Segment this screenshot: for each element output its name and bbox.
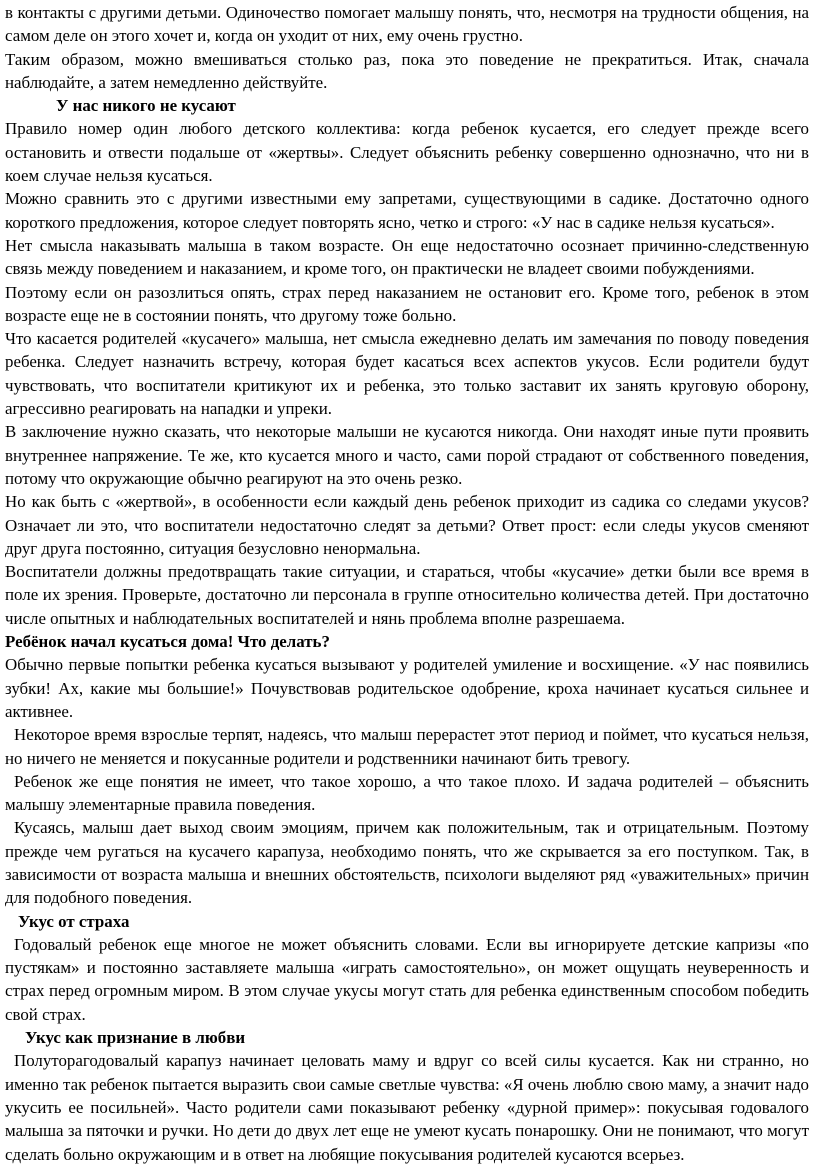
paragraph-compare-prohibitions: Можно сравнить это с другими известными ему запретами, существующими в садике. Достаточно одного короткого предложения, которое следует повторять ясно, четко и строго: «У нас в садике нельзя кусаться». <box>5 189 809 232</box>
paragraph-caregivers: Воспитатели должны предотвращать такие ситуации, и стараться, чтобы «кусачие» детки были все время в поле их зрения. Проверьте, достаточно ли персонала в группе относительно количества детей. При достаточно числе опытных и наблюдательных воспитателей и нянь проблема вполне разрешаема. <box>5 562 809 628</box>
paragraph-good-and-bad: Ребенок же еще понятия не имеет, что такое хорошо, а что такое плохо. И задача родителей – объяснить малышу элементарные правила поведения. <box>5 771 809 815</box>
heading-biting-at-home: Ребёнок начал кусаться дома! Что делать? <box>5 632 330 652</box>
paragraph-conclusion: В заключение нужно сказать, что некоторые малыши не кусаются никогда. Они находят иные пути проявить внутреннее напряжение. Те же, кто кусается много и часто, сами порой страдают от собственного поведения, потому что окружающие обычно реагируют на это очень резко. <box>5 422 809 488</box>
heading-bite-as-love: Укус как признание в любви <box>25 1028 246 1048</box>
paragraph-rule-one: Правило номер один любого детского коллектива: когда ребенок кусается, его следует прежде всего остановить и отвести подальше от «жертвы». Следует объяснить ребенку совершенно однозначно, что ни в коем случае нельзя кусаться. <box>5 119 809 186</box>
paragraph-toddler-kisses: Полуторагодовалый карапуз начинает целовать маму и вдруг со всей силы кусается. Как ни странно, но именно так ребенок пытается выразить свои самые светлые чувства: «Я очень люблю свою маму, а значит надо укусить ее посильней». Часто родители сами показывают ребенку «дурной пример»: покусывая годовалого малыша за пяточки и ручки. Но дети до двух лет еще не умеют кусать понарошку. Они не понимают, что могут сделать больно окружающим и в ответ на любящие покусывания родителей кусаются всерьез. <box>5 1051 809 1164</box>
paragraph-fear-of-punishment: Поэтому если он разозлиться опять, страх перед наказанием не остановит его. Кроме того, ребенок в этом возрасте еще не в состоянии понять, что другому тоже больно. <box>5 282 809 325</box>
heading-no-biting: У нас никого не кусают <box>56 96 236 116</box>
paragraph-no-punishment: Нет смысла наказывать малыша в таком возрасте. Он еще недостаточно осознает причинно-следственную связь между поведением и наказанием, и кроме того, он практически не владеет своими побуждениями. <box>5 235 809 279</box>
paragraph-parents-meeting: Что касается родителей «кусачего» малыша, нет смысла ежедневно делать им замечания по поводу поведения ребенка. Следует назначить встречу, которая будет касаться всех аспектов укусов. Если родители будут чувствовать, что воспитатели критикуют их и ребенка, это только заставит их занять круговую оборону, агрессивно реагировать на нападки и упреки. <box>5 329 809 419</box>
paragraph-intervene: Таким образом, можно вмешиваться столько раз, пока это поведение не прекратиться. Итак, сначала наблюдайте, а затем немедленно действуйте. <box>5 49 809 92</box>
paragraph-victim: Но как быть с «жертвой», в особенности если каждый день ребенок приходит из садика со следами укусов? Означает ли это, что воспитатели недостаточно следят за детьми? Ответ прост: если следы укусов сменяют друг друга постоянно, ситуация безусловно ненормальна. <box>5 492 809 558</box>
paragraph-one-year-old: Годовалый ребенок еще многое не может объяснить словами. Если вы игнорируете детские капризы «по пустякам» и постоянно заставляете малыша «играть самостоятельно», он может ощущать неуверенность и страх перед огромным миром. В этом случае укусы могут стать для ребенка единственным способом победить свой страх. <box>5 934 809 1024</box>
paragraph-loneliness: в контакты с другими детьми. Одиночество помогает малышу понять, что, несмотря на трудности общения, на самом деле он этого хочет и, когда он уходит от них, ему очень грустно. <box>5 3 809 46</box>
paragraph-adults-tolerate: Некоторое время взрослые терпят, надеясь, что малыш перерастет этот период и поймет, что кусаться нельзя, но ничего не меняется и покусанные родители и родственники начинают бить тревогу. <box>5 725 809 768</box>
paragraph-first-attempts: Обычно первые попытки ребенка кусаться вызывают у родителей умиление и восхищение. «У нас появились зубки! Ах, какие мы большие!» Почувствовав родительское одобрение, кроха начинает кусаться сильнее и активнее. <box>5 655 809 721</box>
paragraph-emotions: Кусаясь, малыш дает выход своим эмоциям, причем как положительным, так и отрицательным. Поэтому прежде чем ругаться на кусачего карапуза, необходимо понять, что же скрывается за его поступком. Так, в зависимости от возраста малыша и внешних обстоятельств, психологи выделяют ряд «уважительных» причин для подобного поведения. <box>5 818 809 908</box>
heading-bite-from-fear: Укус от страха <box>18 911 130 931</box>
